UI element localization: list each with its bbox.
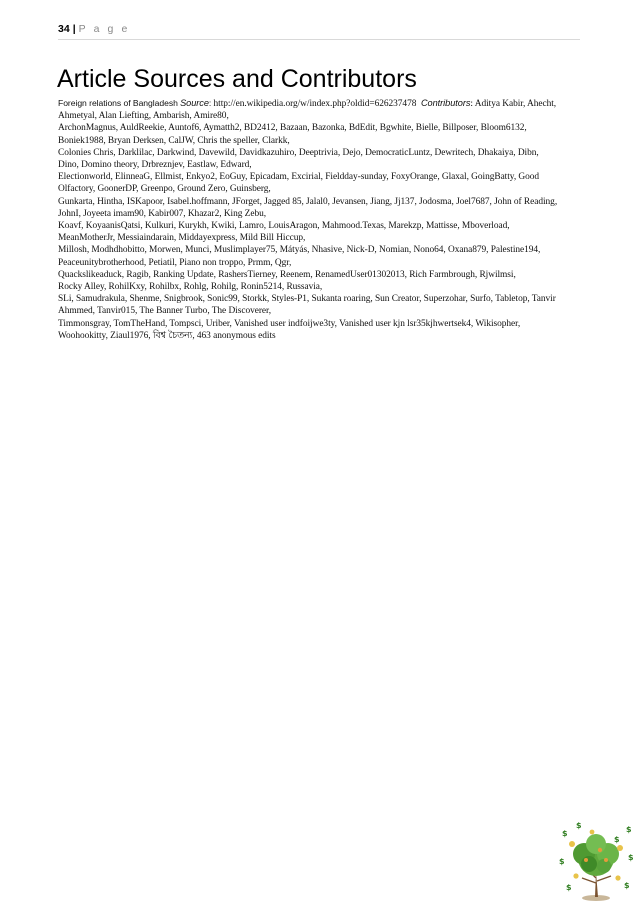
contributor-line: Ahmetyal, Alan Liefting, Ambarish, Amire80,: [58, 111, 229, 122]
svg-text:$: $: [624, 881, 630, 890]
contributors-label: Contributors: [420, 98, 471, 108]
article-name: Foreign relations of Bangladesh: [58, 98, 178, 108]
contributor-line: Timmonsgray, TomTheHand, Tompsci, Uriber, Vanished user indfoijwe3ty, Vanished user kjn lsr35kjhwertsek4, Wikisopher,: [58, 318, 521, 329]
svg-text:$: $: [559, 857, 565, 866]
money-tree-icon: [556, 820, 638, 903]
contributor-line: Gunkarta, Hintha, ISKapoor, Isabel.hoffmann, JForget, Jagged 85, Jalal0, Jevansen, Jiang, Jj137, Jodosma, Joel7687, John of Reading,: [58, 196, 558, 207]
svg-text:$: $: [626, 825, 632, 834]
contributor-line: Millosh, Modhdhobitto, Morwen, Munci, Muslimplayer75, Mátyás, Nhasive, Nick-D, Nomian, Nono64, Oxana879, Palestine194,: [58, 245, 541, 256]
contributor-line: Rocky Alley, RohilKxy, Rohilbx, Rohlg, Rohilg, Ronin5214, Russavia,: [58, 282, 323, 293]
contributor-line: JohnI, Joyeeta imam90, Kabir007, Khazar2, King Zebu,: [58, 208, 267, 219]
contributor-line: Quackslikeaduck, Ragib, Ranking Update, RashersTierney, Reenem, RenamedUser01302013, Rich Farmbrough, Rjwilmsi,: [58, 269, 516, 280]
contributor-line: Electionworld, ElinneaG, Ellmist, Enkyo2, EoGuy, Epicadam, Excirial, Fieldday-sunday, FoxyOrange, Glaxal, GoingBatty, Good: [58, 172, 540, 183]
contributor-line-text: : Aditya Kabir, Ahecht,: [470, 99, 557, 109]
svg-text:$: $: [628, 853, 634, 862]
contributor-line: Olfactory, GoonerDP, Greenpo, Ground Zero, Guinsberg,: [58, 184, 271, 195]
svg-text:$: $: [566, 883, 572, 892]
header-separator: |: [72, 23, 76, 35]
page-header: [58, 19, 580, 40]
contributor-line: Peaceunitybrotherhood, Petiatil, Piano non troppo, Prmm, Qgr,: [58, 257, 292, 268]
contributor-line: MeanMotherJr, Messiaindarain, Middayexpress, Mild Bill Hiccup,: [58, 233, 306, 244]
contributor-line: Ahmmed, Tanvir015, The Banner Turbo, The Discoverer,: [58, 306, 271, 317]
contributor-line: Dino, Domino theory, Drbreznjev, Eastlaw, Edward,: [58, 160, 252, 171]
source-url[interactable]: http://en.wikipedia.org/w/index.php?oldid=626237478: [213, 99, 417, 109]
contributor-line: Woohookitty, Ziaul1976, বিশ্ব চৈতন্য, 463 anonymous edits: [58, 330, 276, 341]
money-tree-illustration: [556, 820, 638, 903]
contributor-line: [58, 97, 588, 110]
page-label: P a g e: [78, 23, 130, 35]
contributor-line: Boniek1988, Bryan Derksen, CalJW, Chris the speller, Clarkk,: [58, 135, 290, 146]
page-title: Article Sources and Contributors: [57, 65, 417, 93]
svg-text:$: $: [614, 835, 620, 844]
article-entry: [58, 97, 588, 342]
contributor-line: ArchonMagnus, AuldReekie, Auntof6, Aymatth2, BD2412, Bazaan, Bazonka, BdEdit, Bgwhite, Bielle, Billposer, Bloom6132,: [58, 123, 527, 134]
svg-text:$: $: [576, 821, 582, 830]
contributor-line: Koavf, KoyaanisQatsi, Kulkuri, Kurykh, Kwiki, Lamro, LouisAragon, Mahmood.Texas, Marekzp, Mattisse, Mboverload,: [58, 221, 510, 232]
contributor-line: Colonies Chris, Darklilac, Darkwind, Davewild, Davidkazuhiro, Deeptrivia, Dejo, DemocraticLuntz, Dewritech, Dhakaiya, Dibn,: [58, 147, 539, 158]
page-number: 34: [58, 23, 70, 35]
svg-text:$: $: [562, 829, 568, 838]
source-colon: :: [208, 98, 212, 108]
source-label: Source: [180, 98, 209, 108]
contributor-line: SLi, Samudrakula, Shenme, Snigbrook, Sonic99, Storkk, Styles-P1, Sukanta roaring, Sun Creator, Superzohar, Surfo, Tabletop, Tanvir: [58, 294, 556, 305]
